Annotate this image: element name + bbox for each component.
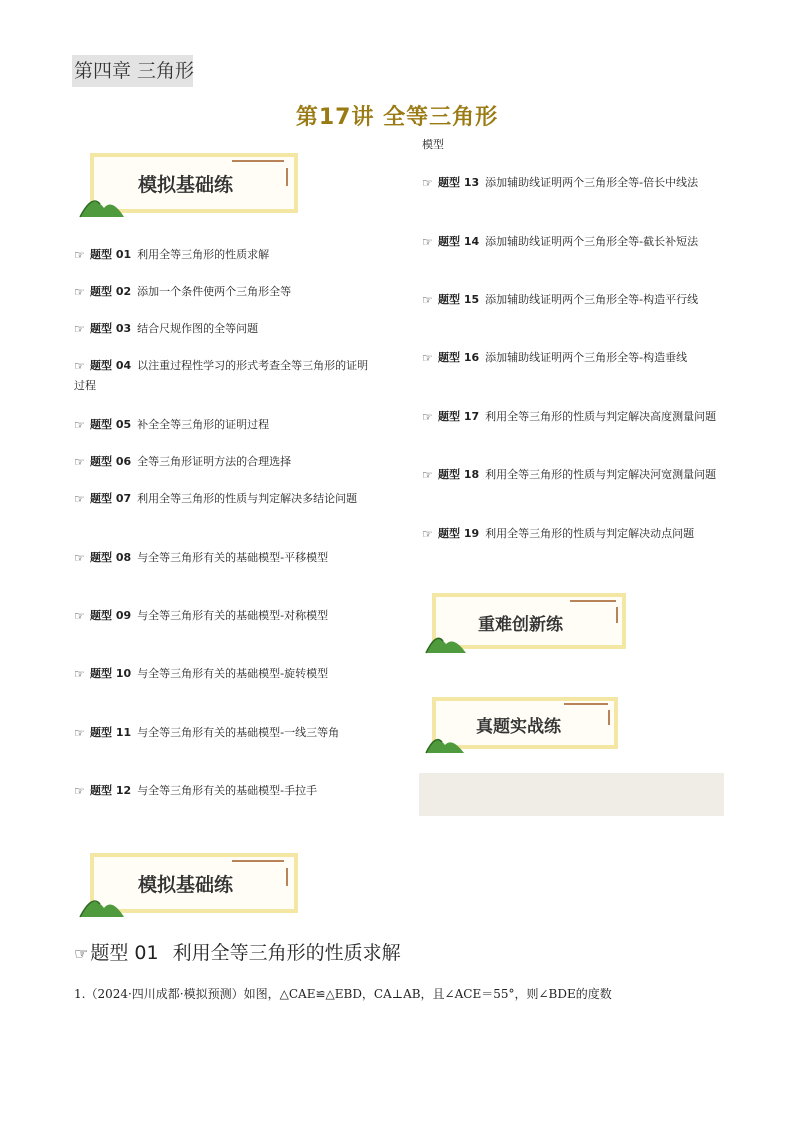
pointing-hand-icon: ☞: [422, 351, 433, 365]
pointing-hand-icon: ☞: [74, 551, 85, 565]
pointing-hand-icon: ☞: [74, 944, 89, 963]
list-item[interactable]: ☞ 题型 14 添加辅助线证明两个三角形全等-截长补短法: [422, 232, 720, 252]
list-item[interactable]: ☞ 题型 11 与全等三角形有关的基础模型-一线三等角: [74, 723, 374, 743]
list-item[interactable]: ☞ 题型 03 结合尺规作图的全等问题: [74, 319, 374, 339]
pointing-hand-icon: ☞: [74, 359, 85, 373]
pointing-hand-icon: ☞: [74, 784, 85, 798]
hill-icon: [424, 730, 466, 754]
pointing-hand-icon: ☞: [422, 176, 433, 190]
list-item[interactable]: ☞ 题型 09 与全等三角形有关的基础模型-对称模型: [74, 606, 374, 626]
section-heading: ☞ 题型 01 利用全等三角形的性质求解: [74, 942, 401, 964]
hill-icon: [78, 890, 128, 918]
pointing-hand-icon: ☞: [74, 726, 85, 740]
list-item[interactable]: ☞ 题型 17 利用全等三角形的性质与判定解决高度测量问题: [422, 407, 720, 427]
page-title: 第17讲 全等三角形: [295, 105, 499, 130]
pointing-hand-icon: ☞: [74, 609, 85, 623]
pointing-hand-icon: ☞: [74, 285, 85, 299]
list-item[interactable]: ☞ 题型 07 利用全等三角形的性质与判定解决多结论问题: [74, 489, 374, 509]
badge-label: 重难创新练: [478, 615, 563, 635]
badge-label: 模拟基础练: [138, 174, 234, 196]
chapter-label: 第四章 三角形: [72, 55, 193, 87]
hill-icon: [424, 628, 468, 654]
badge-basic-top: [78, 150, 300, 220]
list-item[interactable]: ☞ 题型 13 添加辅助线证明两个三角形全等-倍长中线法: [422, 173, 720, 193]
list-item[interactable]: ☞ 题型 04 以注重过程性学习的形式考查全等三角形的证明过程: [74, 356, 374, 396]
badge-basic-bottom: [78, 850, 300, 920]
pointing-hand-icon: ☞: [74, 492, 85, 506]
list-item[interactable]: ☞ 题型 02 添加一个条件使两个三角形全等: [74, 282, 374, 302]
pointing-hand-icon: ☞: [422, 235, 433, 249]
pointing-hand-icon: ☞: [74, 455, 85, 469]
badge-real: [424, 694, 620, 756]
pointing-hand-icon: ☞: [422, 468, 433, 482]
list-item[interactable]: ☞ 题型 19 利用全等三角形的性质与判定解决动点问题: [422, 524, 720, 544]
pointing-hand-icon: ☞: [422, 293, 433, 307]
list-item[interactable]: ☞ 题型 10 与全等三角形有关的基础模型-旋转模型: [74, 664, 374, 684]
badge-label: 真题实战练: [476, 717, 561, 737]
list-item[interactable]: ☞ 题型 12 与全等三角形有关的基础模型-手拉手: [74, 781, 374, 801]
list-item-continuation: 模型: [422, 138, 444, 151]
blank-box: [419, 773, 724, 816]
hill-icon: [78, 190, 128, 218]
list-item[interactable]: ☞ 题型 18 利用全等三角形的性质与判定解决河宽测量问题: [422, 465, 720, 485]
list-item[interactable]: ☞ 题型 05 补全全等三角形的证明过程: [74, 415, 374, 435]
question-text: 1.（2024·四川成都·模拟预测）如图，△CAE≌△EBD，CA⊥AB，且∠ACE＝55°，则∠BDE的度数: [74, 987, 612, 1001]
pointing-hand-icon: ☞: [74, 322, 85, 336]
pointing-hand-icon: ☞: [74, 418, 85, 432]
pointing-hand-icon: ☞: [422, 410, 433, 424]
pointing-hand-icon: ☞: [74, 667, 85, 681]
badge-label: 模拟基础练: [138, 874, 234, 896]
badge-hard: [424, 590, 628, 656]
list-item[interactable]: ☞ 题型 06 全等三角形证明方法的合理选择: [74, 452, 374, 472]
pointing-hand-icon: ☞: [74, 248, 85, 262]
list-item[interactable]: ☞ 题型 15 添加辅助线证明两个三角形全等-构造平行线: [422, 290, 720, 310]
list-item[interactable]: ☞ 题型 08 与全等三角形有关的基础模型-平移模型: [74, 548, 374, 568]
list-item[interactable]: ☞ 题型 16 添加辅助线证明两个三角形全等-构造垂线: [422, 348, 720, 368]
list-item[interactable]: ☞ 题型 01 利用全等三角形的性质求解: [74, 245, 374, 265]
pointing-hand-icon: ☞: [422, 527, 433, 541]
